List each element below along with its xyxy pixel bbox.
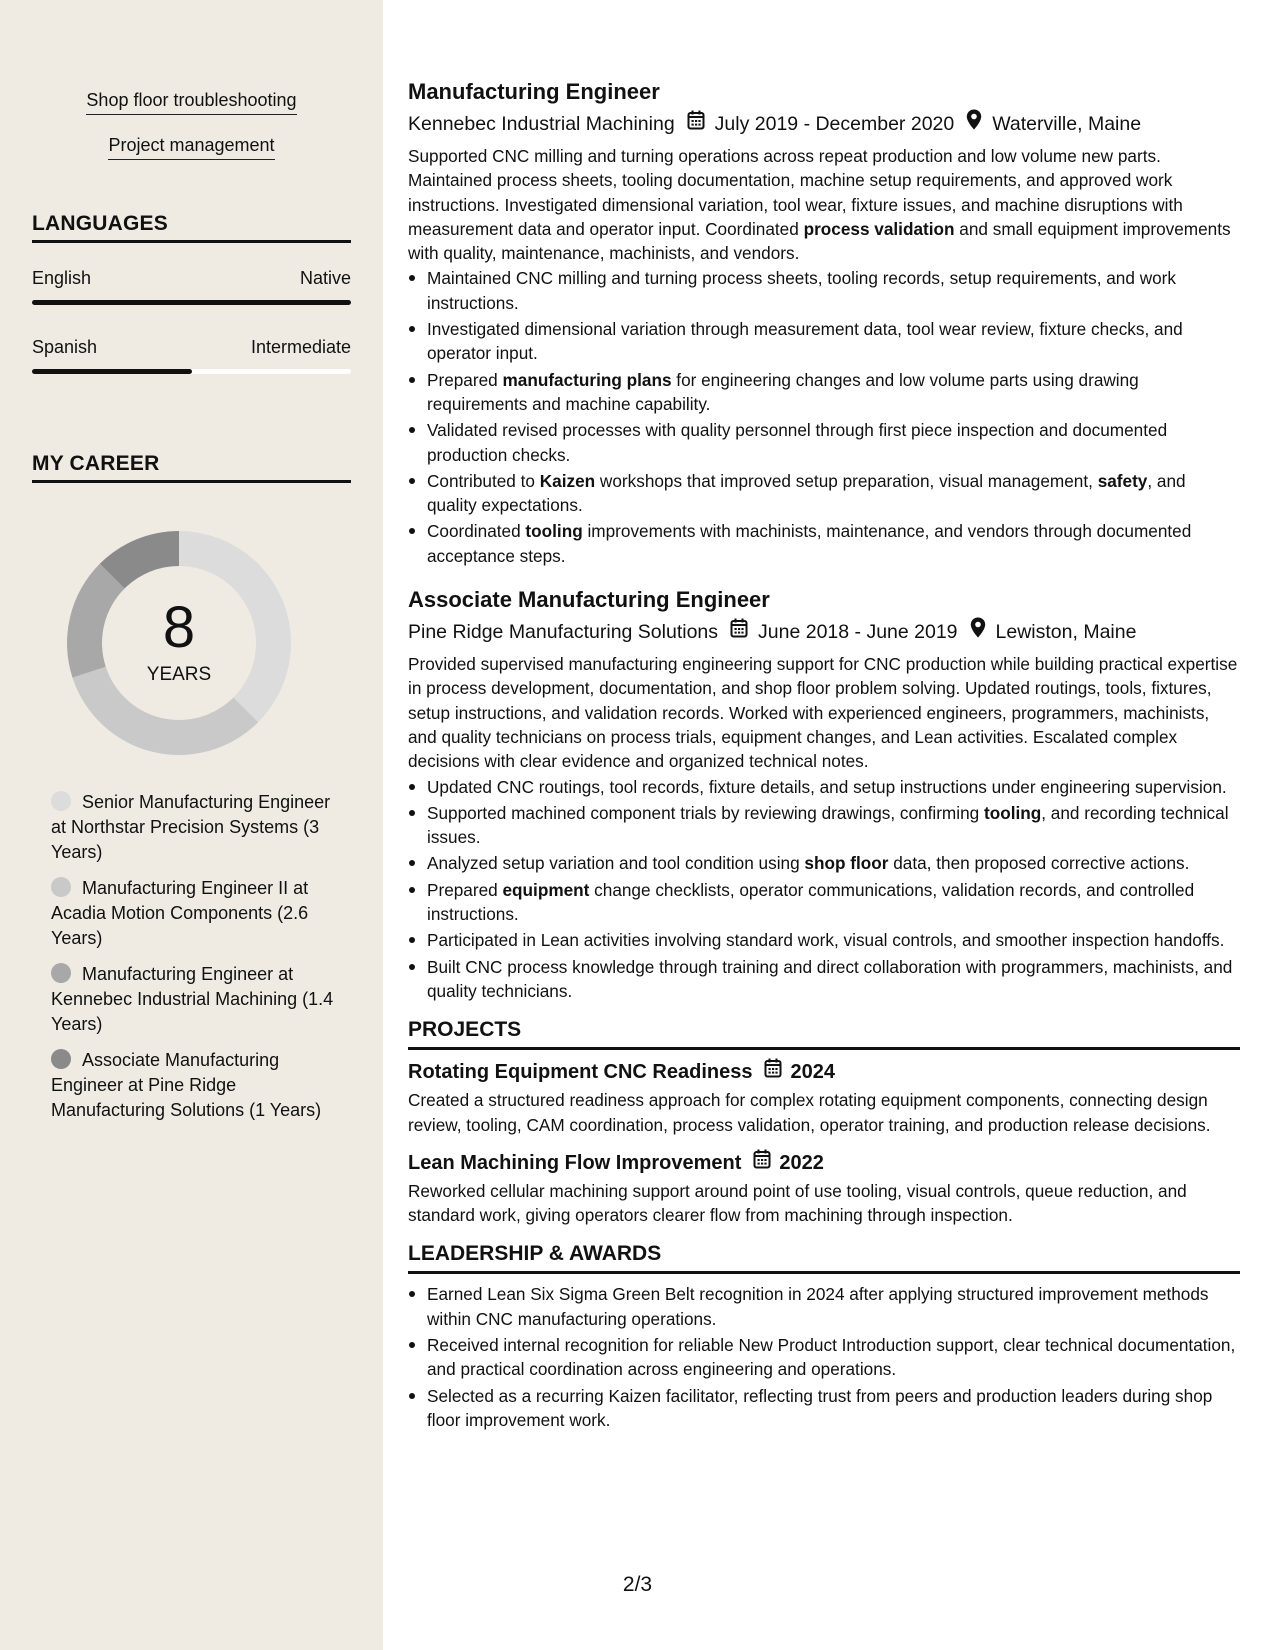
skill-label: Project management xyxy=(108,133,274,160)
skill-item xyxy=(0,88,383,115)
project-year: 2022 xyxy=(779,1151,824,1174)
project-title-row xyxy=(408,1149,1240,1177)
language-row xyxy=(32,337,351,358)
job-bullet: Prepared equipment change checklists, operator communications, validation records, and controlled instructions. xyxy=(408,878,1240,927)
job-bullet: Analyzed setup variation and tool condition using shop floor data, then proposed corrective actions. xyxy=(408,851,1240,875)
calendar-icon xyxy=(753,1149,771,1177)
job-title: Manufacturing Engineer xyxy=(408,79,660,104)
calendar-icon xyxy=(764,1058,782,1086)
job-location: Lewiston, Maine xyxy=(995,621,1137,644)
career-legend-item xyxy=(51,876,341,951)
project-entry xyxy=(408,1058,1240,1137)
language-name: English xyxy=(32,268,92,288)
job-bullet: Prepared manufacturing plans for engineering changes and low volume parts using drawing requirements and machine capability. xyxy=(408,368,1240,417)
language-name: Spanish xyxy=(32,337,98,357)
job-company: Kennebec Industrial Machining xyxy=(408,113,675,135)
legend-dot xyxy=(51,791,71,811)
job-bullets xyxy=(408,266,1240,568)
career-legend-item xyxy=(51,790,341,865)
language-proficiency-fill xyxy=(32,369,192,374)
job-dates: June 2018 - June 2019 xyxy=(758,621,958,644)
career-legend-label: Manufacturing Engineer at Kennebec Industrial Machining (1.4 Years) xyxy=(51,964,334,1034)
job-bullet: Maintained CNC milling and turning process sheets, tooling records, setup requirements, and work instructions. xyxy=(408,266,1240,315)
job-bullet: Updated CNC routings, tool records, fixture details, and setup instructions under engineering supervision. xyxy=(408,775,1240,799)
job-summary: Supported CNC milling and turning operations across repeat production and low volume new parts. Maintained process sheets, tooling documentation, machine setup requirements, and approved work instructions. Investigated dimensional variation, tool wear, fixture issues, and machine disruptions with measurement data and operator input. Coordinated process validation and small equipment improvements with quality, maintenance, machinists, and vendors. xyxy=(408,146,1231,264)
career-legend-label: Senior Manufacturing Engineer at Northstar Precision Systems (3 Years) xyxy=(51,792,331,862)
project-year: 2024 xyxy=(790,1061,835,1084)
spacer xyxy=(408,570,1240,586)
skill-item xyxy=(0,133,383,160)
job-title: Associate Manufacturing Engineer xyxy=(408,587,770,613)
job-bullet: Contributed to Kaizen workshops that improved setup preparation, visual management, safety, and quality expectations. xyxy=(408,469,1240,518)
projects-heading: PROJECTS xyxy=(408,1017,1240,1050)
main-content xyxy=(408,78,1240,1434)
location-pin-icon xyxy=(970,617,986,647)
career-heading: MY CAREER xyxy=(32,452,351,483)
awards-heading: LEADERSHIP & AWARDS xyxy=(408,1241,1240,1274)
project-entry xyxy=(408,1149,1240,1228)
job-bullet: Coordinated tooling improvements with machinists, maintenance, and vendors through documented acceptance steps. xyxy=(408,519,1240,568)
page-number: 2/3 xyxy=(622,1573,653,1596)
language-level: Native xyxy=(299,268,351,288)
career-legend-item xyxy=(51,1048,341,1123)
job-bullet: Participated in Lean activities involving standard work, visual controls, and smoother inspection handoffs. xyxy=(408,928,1240,952)
project-description: Created a structured readiness approach for complex rotating equipment components, connecting design review, tooling, CAM coordination, process validation, operator training, and production release decisions. xyxy=(408,1090,1211,1135)
job-meta xyxy=(408,109,1240,139)
job-company: Pine Ridge Manufacturing Solutions xyxy=(408,621,719,644)
legend-dot xyxy=(51,877,71,897)
job-bullet: Supported machined component trials by reviewing drawings, confirming tooling, and recording technical issues. xyxy=(408,801,1240,850)
language-level: Intermediate xyxy=(250,337,351,357)
job-entry xyxy=(408,78,1240,568)
project-title: Rotating Equipment CNC Readiness xyxy=(408,1061,753,1084)
job-bullets xyxy=(408,775,1240,1004)
calendar-icon xyxy=(730,617,748,647)
language-proficiency-fill xyxy=(32,300,351,305)
legend-dot xyxy=(51,963,71,983)
project-description: Reworked cellular machining support around point of use tooling, visual controls, queue reduction, and standard work, giving operators clearer flow from machining through inspection. xyxy=(408,1180,1187,1226)
languages-heading: LANGUAGES xyxy=(32,212,351,243)
project-title-row xyxy=(408,1058,1240,1086)
awards-list xyxy=(408,1282,1240,1432)
career-legend xyxy=(51,790,341,1134)
calendar-icon xyxy=(687,109,705,139)
career-total-unit: YEARS xyxy=(146,664,212,685)
job-bullet: Built CNC process knowledge through training and direct collaboration with programmers, machinists, and quality technicians. xyxy=(408,955,1240,1004)
project-title: Lean Machining Flow Improvement xyxy=(408,1151,742,1174)
career-legend-label: Manufacturing Engineer II at Acadia Motion Components (2.6 Years) xyxy=(51,878,309,948)
location-pin-icon xyxy=(966,109,982,139)
job-bullet: Investigated dimensional variation through measurement data, tool wear review, fixture checks, and operator input. xyxy=(408,317,1240,366)
legend-dot xyxy=(51,1049,71,1069)
language-row xyxy=(32,268,351,289)
career-legend-label: Associate Manufacturing Engineer at Pine Ridge Manufacturing Solutions (1 Years) xyxy=(51,1050,322,1120)
language-proficiency-bar xyxy=(32,369,351,374)
career-legend-item xyxy=(51,962,341,1037)
job-dates: July 2019 - December 2020 xyxy=(714,113,955,135)
sidebar xyxy=(0,0,383,1650)
job-meta xyxy=(408,617,1240,647)
job-entry xyxy=(408,586,1240,1003)
award-item: Selected as a recurring Kaizen facilitator, reflecting trust from peers and production leaders during shop floor improvement work. xyxy=(408,1384,1240,1433)
skill-label: Shop floor troubleshooting xyxy=(86,88,296,115)
language-proficiency-bar xyxy=(32,300,351,305)
job-summary: Provided supervised manufacturing engineering support for CNC production while building practical expertise in process development, documentation, and shop floor problem solving. Updated routings, tools, fixtures, setup instructions, and validation records. Worked with experienced engineers, programmers, machinists, and quality technicians on process trials, equipment changes, and Lean activities. Escalated complex decisions with clear evidence and organized technical notes. xyxy=(408,654,1238,772)
job-bullet: Validated revised processes with quality personnel through first piece inspection and documented production checks. xyxy=(408,418,1240,467)
award-item: Received internal recognition for reliable New Product Introduction support, clear technical documentation, and practical coordination across engineering and operations. xyxy=(408,1333,1240,1382)
award-item: Earned Lean Six Sigma Green Belt recognition in 2024 after applying structured improvement methods within CNC manufacturing operations. xyxy=(408,1282,1240,1331)
job-location: Waterville, Maine xyxy=(992,113,1142,135)
career-total-number: 8 xyxy=(162,595,196,660)
